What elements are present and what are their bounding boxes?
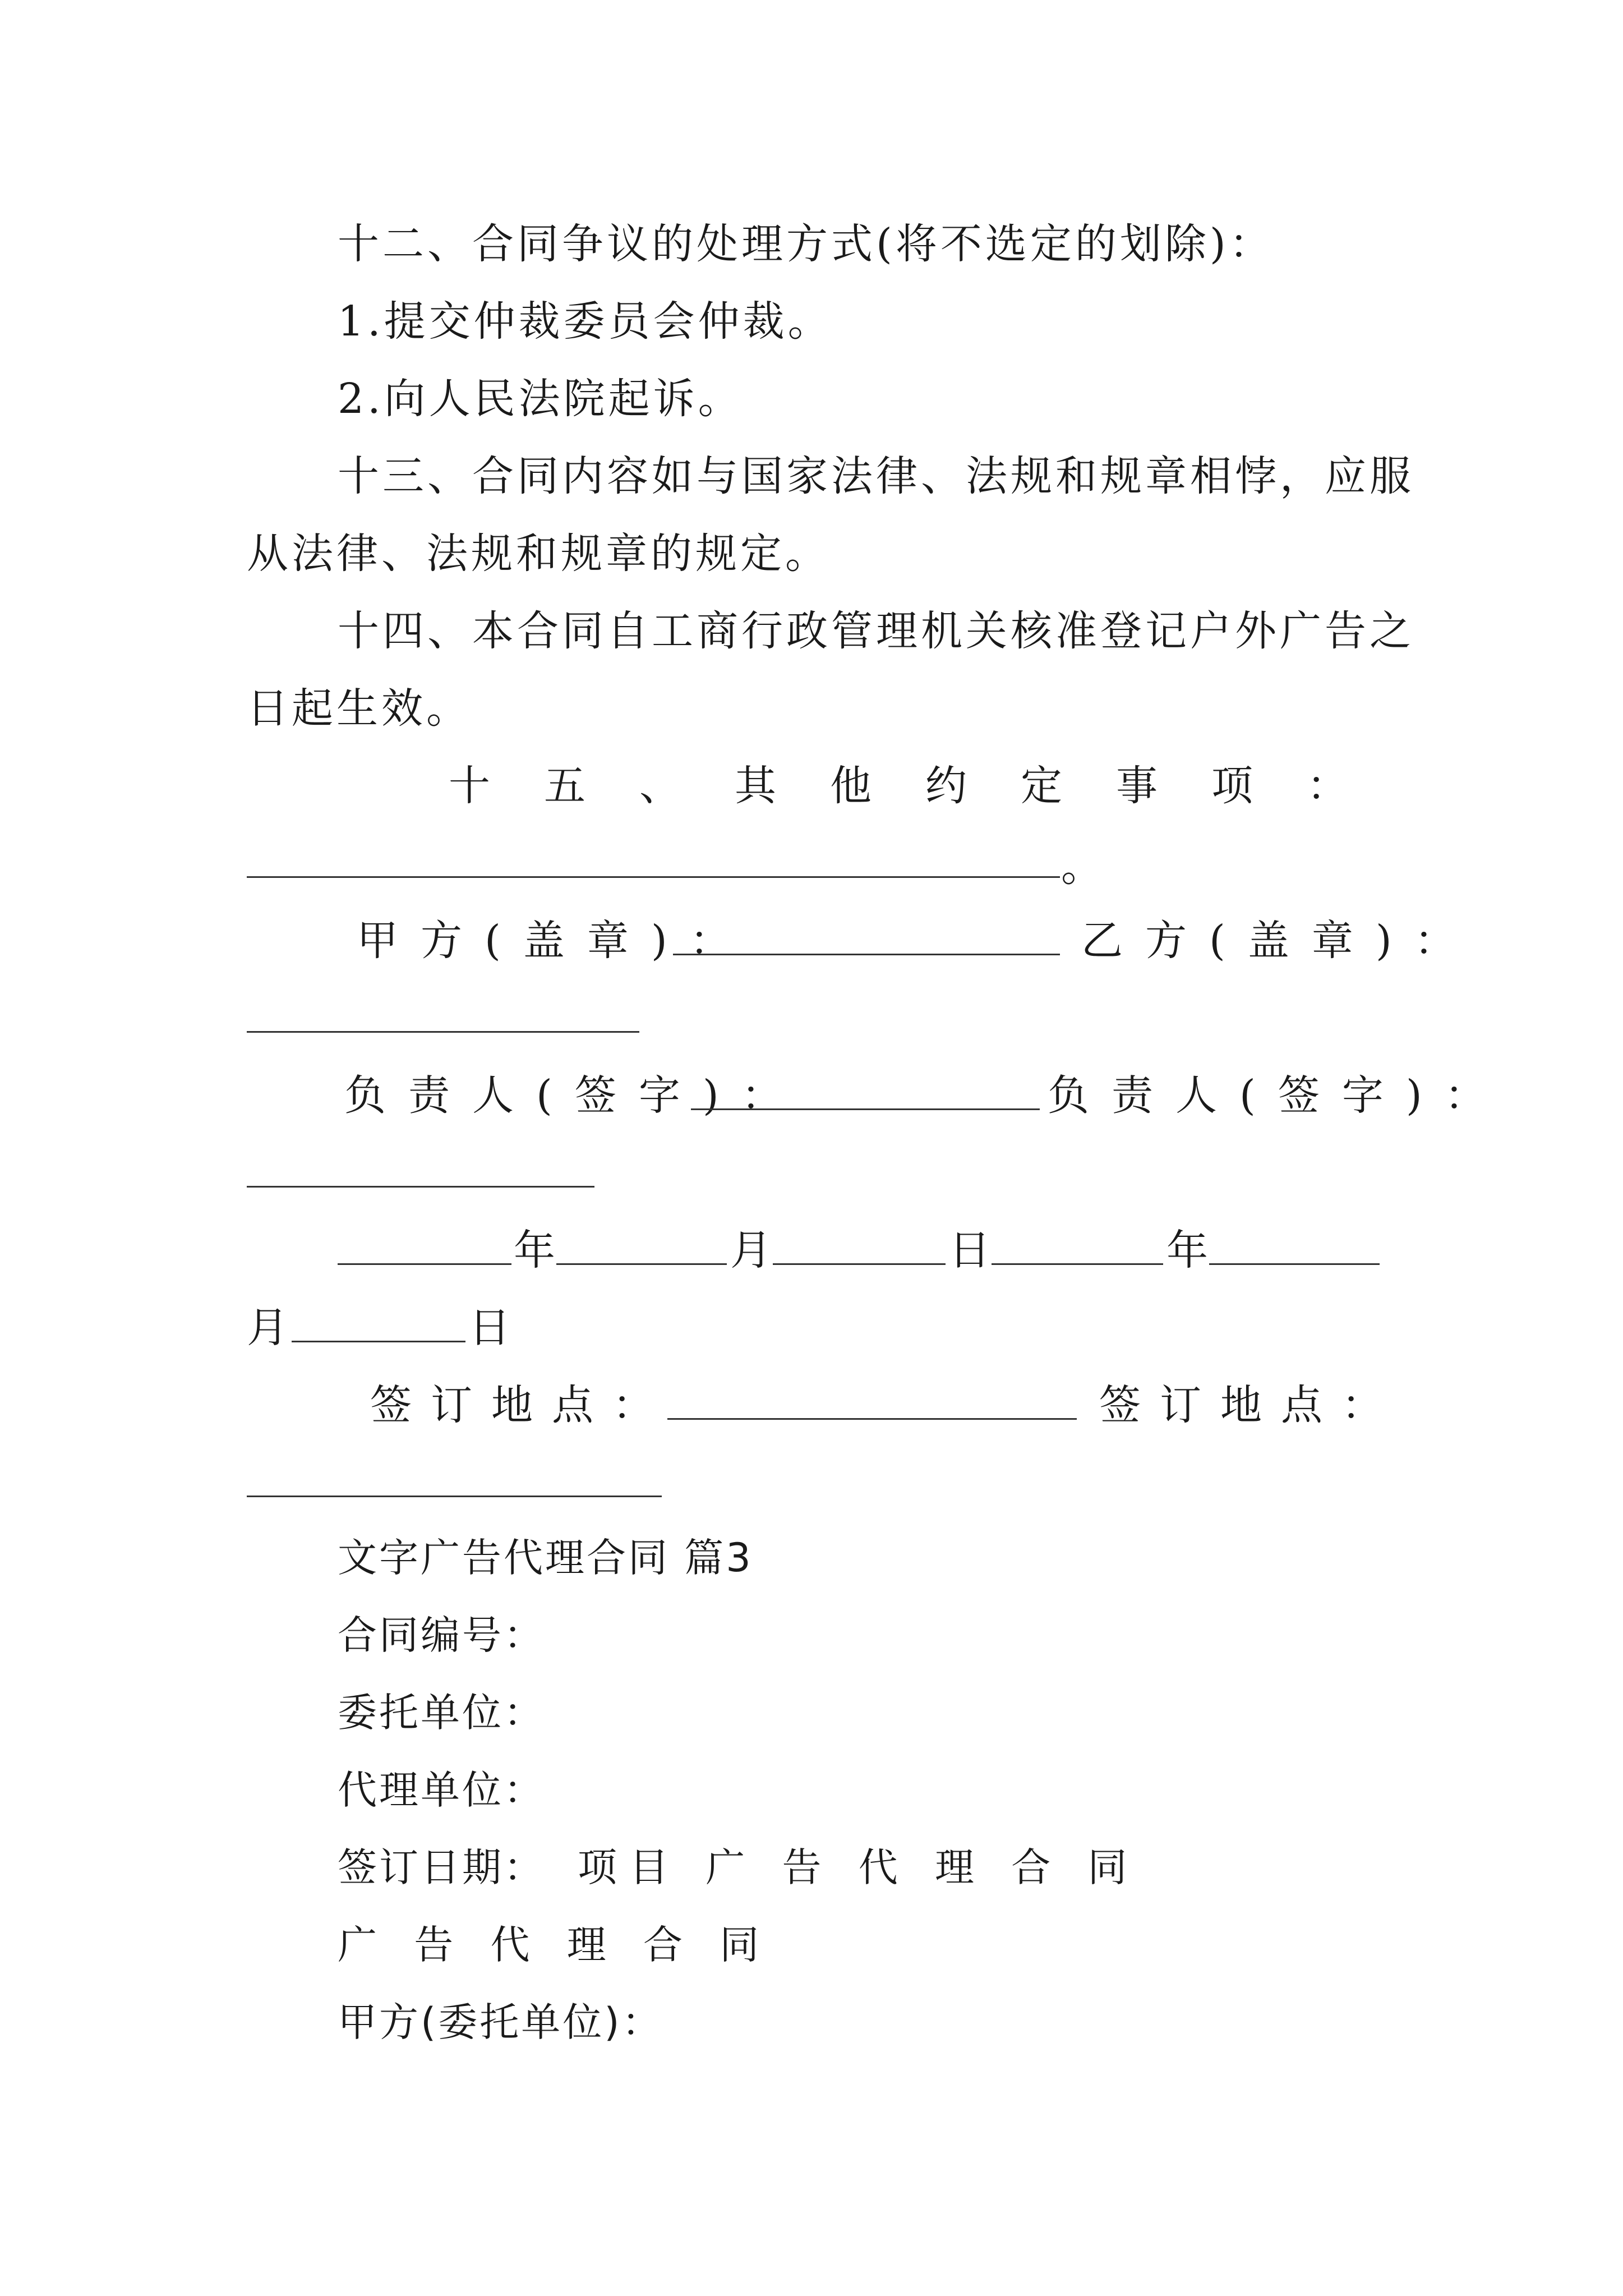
date-b-day-label: 日 [469,1304,514,1352]
date-b-month-label: 月 [247,1304,292,1352]
section-3-project-title: 项目 广 告 代 理 合 同 [578,1844,1140,1890]
date-b-year-label: 年 [1166,1226,1211,1274]
party-b-seal-blank [247,1031,639,1033]
party-a-seal-blank [673,954,1060,955]
clause-14-line-2: 日起生效。 [247,684,471,733]
date-a-day-label: 日 [949,1226,994,1274]
clause-12-option-2: 2.向人民法院起诉。 [338,375,743,423]
date-a-month-label: 月 [730,1226,775,1274]
party-a-place-blank [667,1418,1077,1420]
clause-15-period: 。 [1061,843,1106,891]
date-a-year-blank [338,1263,511,1265]
party-a-responsible-blank [691,1108,1040,1110]
party-a-seal-label: 甲方(盖章)： [357,917,754,965]
clause-14-line-1: 十四、本合同自工商行政管理机关核准登记户外广告之 [338,607,1414,655]
party-a-responsible-label: 负责人(签字)： [344,1071,805,1120]
party-b-responsible-label: 负责人(签字)： [1048,1071,1509,1120]
section-3-title: 文字广告代理合同 篇3 [338,1535,753,1581]
party-b-seal-label: 乙方(盖章)： [1081,917,1478,965]
date-a-year-label: 年 [514,1226,559,1274]
clause-12-heading: 十二、合同争议的处理方式(将不选定的划除)： [338,220,1274,268]
clause-15-heading: 十五、其他约定事项： [449,762,1402,810]
party-b-responsible-blank [247,1186,594,1188]
section-3-party-a: 甲方(委托单位)： [338,1999,663,2045]
section-3-agent: 代理单位： [338,1767,545,1813]
clause-12-option-1: 1.提交仲裁委员会仲裁。 [338,297,833,346]
date-b-day-blank [292,1341,465,1342]
section-3-client: 委托单位： [338,1690,545,1736]
clause-15-blank-line [247,876,1060,878]
party-a-place-label: 签订地点： [370,1381,673,1429]
party-b-place-label: 签订地点： [1099,1381,1402,1429]
section-3-heading: 广 告 代 理 合 同 [338,1922,772,1968]
date-b-month-blank [1209,1263,1380,1265]
clause-13-line-2: 从法律、法规和规章的规定。 [247,530,830,578]
date-b-year-blank [992,1263,1163,1265]
section-3-sign-date: 签订日期： [338,1844,545,1890]
party-b-place-blank [247,1496,662,1497]
section-3-contract-no: 合同编号： [338,1612,545,1658]
date-a-day-blank [773,1263,946,1265]
date-a-month-blank [556,1263,727,1265]
clause-13-line-1: 十三、合同内容如与国家法律、法规和规章相悖，应服 [338,452,1414,500]
